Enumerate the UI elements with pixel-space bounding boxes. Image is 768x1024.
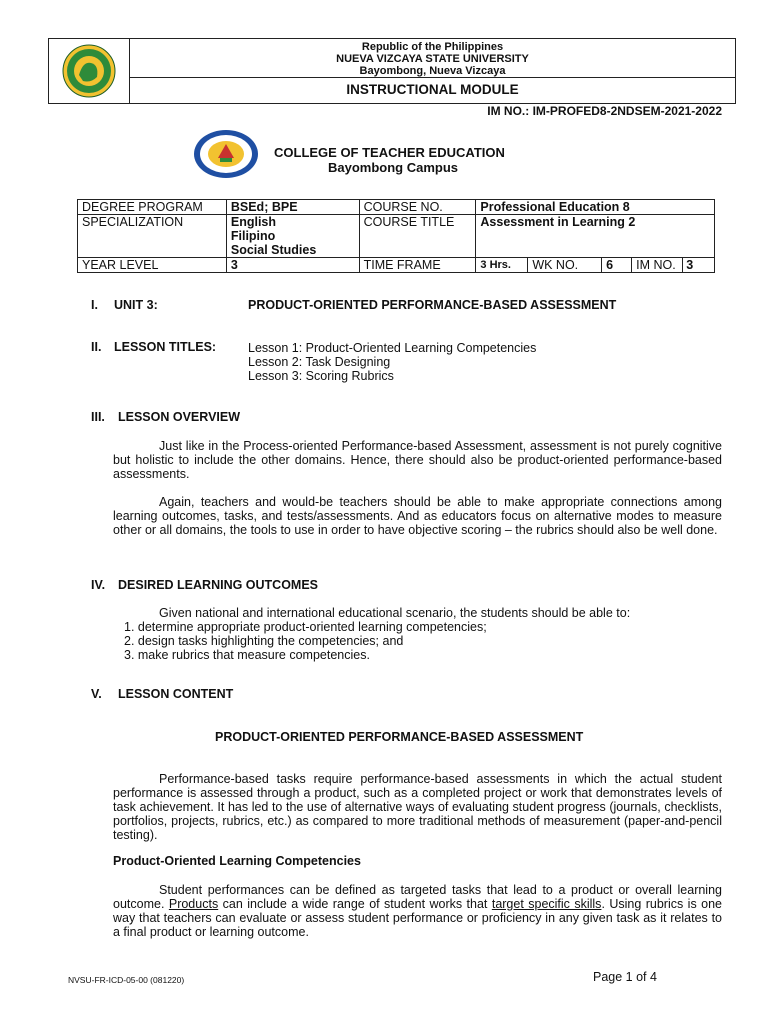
year-value: 3 [226,258,359,273]
content-title: PRODUCT-ORIENTED PERFORMANCE-BASED ASSESSMENT [215,730,584,744]
list-item: 1. determine appropriate product-oriented learning competencies; [124,620,487,634]
course-info-table [77,199,715,273]
republic-line: Republic of the Philippines [361,41,504,53]
table-row [78,200,715,215]
overview-number: III. [91,410,105,424]
lessons-label: LESSON TITLES: [114,340,217,354]
outcomes-intro: Given national and international educational scenario, the students should be able to: [159,606,631,620]
college-block [274,145,505,175]
week-no-label: WK NO. [528,258,602,273]
content-number: V. [91,687,102,701]
unit-title: PRODUCT-ORIENTED PERFORMANCE-BASED ASSESSMENT [248,298,617,312]
outcomes-list [124,620,487,662]
course-title-label: COURSE TITLE [359,215,476,258]
list-item: Lesson 3: Scoring Rubrics [248,369,394,383]
lessons-number: II. [91,340,102,354]
list-item: Lesson 1: Product-Oriented Learning Competencies [248,341,537,355]
unit-label: UNIT 3: [114,298,158,312]
specialization-item: Filipino [230,229,276,243]
paragraph-text: can include a wide range of student works that [218,897,492,911]
im-no-cell [632,258,715,273]
university-address: Bayombong, Nueva Vizcaya [359,65,506,77]
underlined-term: target specific skills [491,897,602,911]
year-label: YEAR LEVEL [78,258,227,273]
time-frame-value: 3 Hrs. [476,258,528,273]
university-name: NUEVA VIZCAYA STATE UNIVERSITY [336,53,529,65]
content-label: LESSON CONTENT [118,687,234,701]
specialization-values [226,215,359,258]
paragraph-text: . Using rubrics is one way that teachers can evaluate or assess student performance or proficiency in any given task as it relates to a final product or learning outcome. [113,897,722,939]
specialization-item: English [230,215,277,229]
university-seal-icon [49,39,129,103]
paragraph-text: Student performances can be defined as targeted tasks that lead to a product or overall learning outcome. [113,883,722,911]
document-header [48,38,736,104]
subheading: Product-Oriented Learning Competencies [113,854,361,868]
list-item: 3. make rubrics that measure competencies. [124,648,370,662]
college-campus: Bayombong Campus [328,160,459,175]
im-number: IM NO.: IM-PROFED8-2NDSEM-2021-2022 [487,104,722,118]
table-row [78,258,715,273]
university-logo-cell [48,38,130,104]
im-no-label: IM NO. [636,258,676,272]
specialization-label: SPECIALIZATION [78,215,227,258]
time-frame-label: TIME FRAME [359,258,476,273]
college-seal-icon [192,128,260,180]
module-title: INSTRUCTIONAL MODULE [130,78,736,104]
im-no-value: 3 [682,258,693,272]
week-no-value: 6 [602,258,632,273]
page-number: Page 1 of 4 [593,970,657,984]
overview-label: LESSON OVERVIEW [118,410,241,424]
overview-paragraph-2: Again, teachers and would-be teachers should be able to make appropriate connections among learning outcomes, tasks, and tests/assessments. And as educators focus on alternative modes to measure other or all domains, the tools to use in order to have objective scoring – the rubrics should also be well done. [113,495,722,537]
lesson-list [248,341,536,383]
list-item: Lesson 2: Task Designing [248,355,391,369]
content-paragraph-1: Performance-based tasks require performance-based assessments in which the actual student performance is assessed through a product, such as a completed project or work that demonstrates levels of task achievement. It has led to the use of alternative ways of evaluating student progress (journals, checklists, portfolios, projects, rubrics, etc.) as compared to more traditional methods of measurement (paper-and-pencil testing). [113,772,722,842]
unit-number: I. [91,298,98,312]
course-no-label: COURSE NO. [359,200,476,215]
degree-label: DEGREE PROGRAM [78,200,227,215]
course-title-value: Assessment in Learning 2 [476,215,715,258]
content-paragraph-2 [113,883,722,939]
table-row [78,215,715,258]
footer-code: NVSU-FR-ICD-05-00 (081220) [68,975,185,985]
college-name: COLLEGE OF TEACHER EDUCATION [274,145,505,160]
outcomes-label: DESIRED LEARNING OUTCOMES [118,578,319,592]
list-item: 2. design tasks highlighting the competencies; and [124,634,404,648]
overview-paragraph-1: Just like in the Process-oriented Performance-based Assessment, assessment is not purely cognitive but holistic to include the other domains. Hence, there should also be product-oriented performance-based assessments. [113,439,722,481]
course-no-value: Professional Education 8 [476,200,715,215]
underlined-term: Products [168,897,219,911]
outcomes-number: IV. [91,578,106,592]
specialization-item: Social Studies [230,243,317,257]
degree-value: BSEd; BPE [226,200,359,215]
university-info [130,38,736,78]
